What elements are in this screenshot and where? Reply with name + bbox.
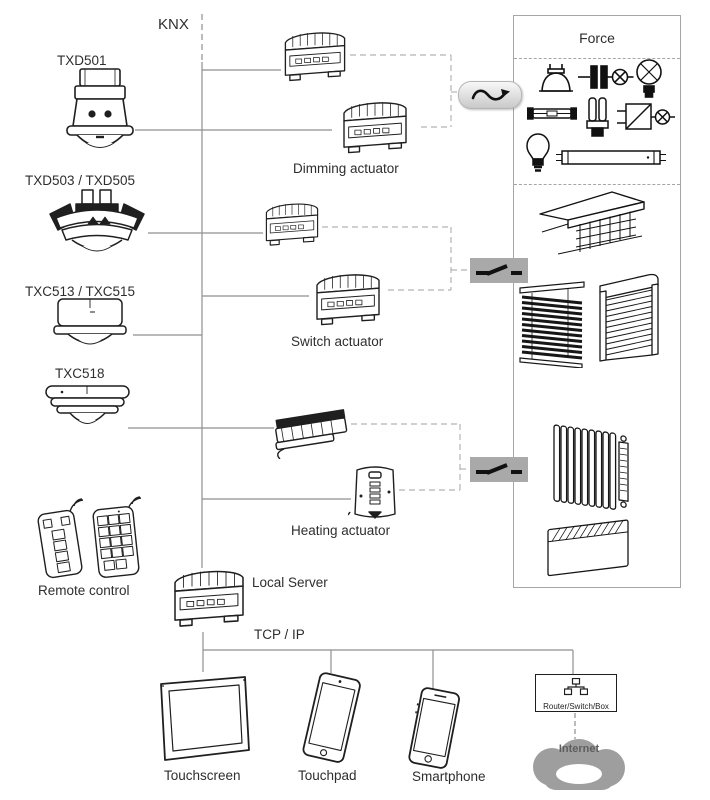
switch-contact-symbol-icon [470,457,528,482]
touchscreen-label: Touchscreen [164,768,241,783]
txd501-label: TXD501 [57,53,107,68]
txd503-label: TXD503 / TXD505 [25,173,136,188]
panel-separator [514,184,680,185]
spotlight-lamp-icon [537,62,575,95]
dimming-actuator-label: Dimming actuator [293,161,399,176]
cfl-lamp-icon [584,97,612,139]
local-server-label: Local Server [252,575,328,590]
internet-label: Internet [558,743,600,755]
router-switch-box [535,674,617,712]
gls-bulb-icon [524,133,552,175]
roller-shutter-icon [596,270,666,364]
fluorescent-tube-icon [554,147,668,169]
txc513-label: TXC513 / TXC515 [25,284,136,299]
touchscreen-icon [153,672,253,764]
switch-actuator-label: Switch actuator [291,334,384,349]
transformer-lamp-icon [578,62,634,92]
smartphone-icon [401,686,467,772]
switch-contact-icon [474,461,524,478]
heating-actuator-label: Heating actuator [291,523,391,538]
force-panel-title: Force [579,30,615,46]
touchpad-label: Touchpad [298,768,357,783]
tcpip-label: TCP / IP [254,627,305,642]
panel-heater-icon [546,518,634,584]
venetian-blind-icon [516,280,588,368]
txc518-label: TXC518 [55,366,105,381]
electronic-transformer-lamp-icon [617,101,675,133]
router-switch-box-label: Router/Switch/Box [543,702,609,711]
radiator-icon [548,420,644,522]
heating-actuator-strip-icon [268,403,356,459]
remote-control-icons [28,492,150,582]
incandescent-lamp-icon [634,58,664,102]
dimming-actuator-module-icon [328,96,422,158]
switch-actuator-module-icon [260,196,324,252]
knx-bus-label: KNX [158,16,189,33]
txd503-presence-detector-icon [40,188,155,268]
switch-actuator-module-icon [306,268,390,330]
halogen-rod-lamp-icon [527,105,577,123]
touchpad-icon [291,670,367,768]
phase-dimmer-symbol-icon [458,81,522,109]
txd501-presence-detector-icon [55,66,145,164]
network-icon [564,678,588,696]
txc513-motion-detector-icon [45,296,135,354]
dimmer-sine-icon [466,84,514,106]
switch-contact-symbol-icon [470,258,528,283]
remote-control-label: Remote control [38,583,130,598]
thermo-valve-actuator-icon [348,462,402,524]
dimming-actuator-module-icon [278,26,352,86]
local-server-module-icon [163,564,255,632]
awning-icon [538,190,646,258]
smartphone-label: Smartphone [412,769,486,784]
switch-contact-icon [474,262,524,279]
txc518-motion-detector-icon [40,382,135,436]
